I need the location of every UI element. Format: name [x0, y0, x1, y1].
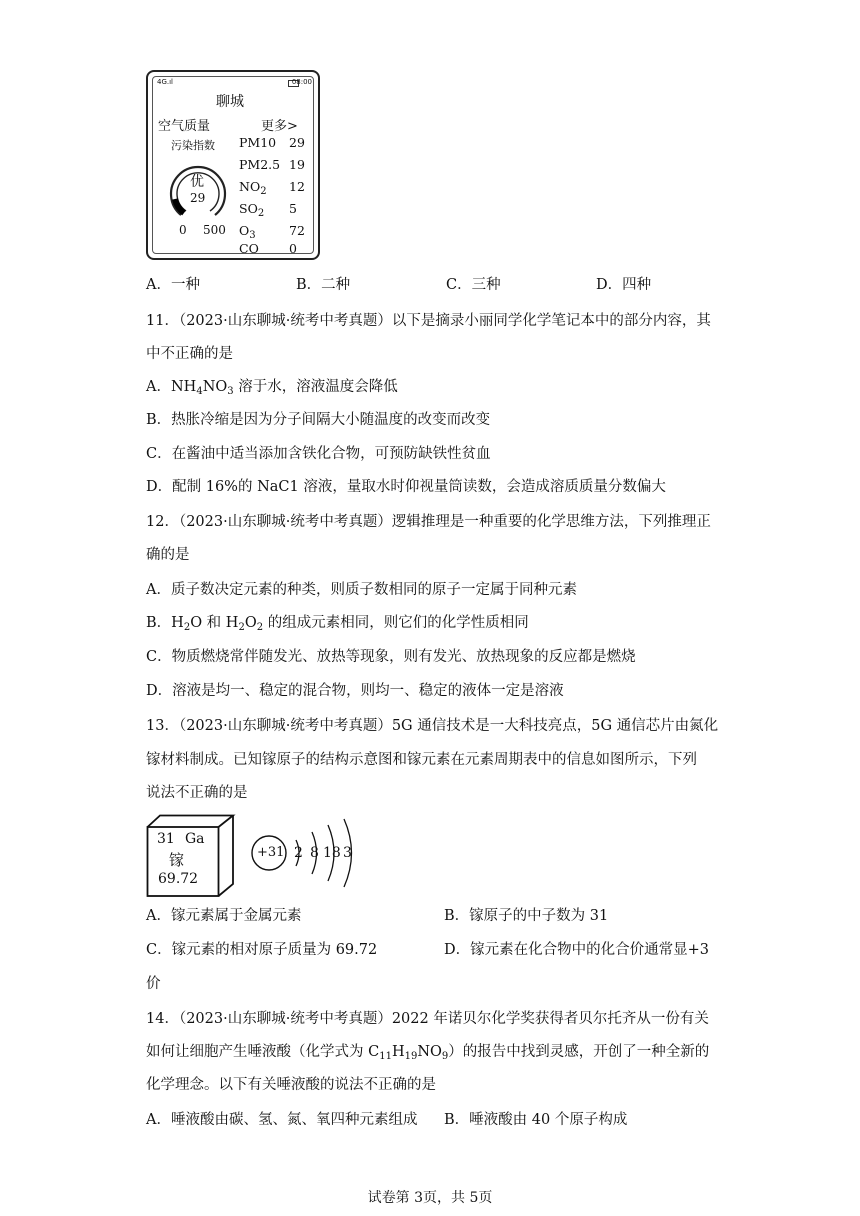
q12-stem-line2: 确的是 [146, 547, 190, 563]
q11-option-d: D．配制 16%的 NaC1 溶液，量取水时仰视量筒读数，会造成溶质质量分数偏大 [146, 479, 666, 495]
shell-electrons: 18 [323, 845, 341, 861]
q13-stem-line2: 镓材料制成。已知镓原子的结构示意图和镓元素在元素周期表中的信息如图所示，下列 [146, 752, 697, 768]
atomic-mass: 69.72 [158, 871, 199, 887]
pollutant-name: CO [239, 241, 259, 256]
q10-option-a: A．一种 [146, 277, 200, 293]
q13-option-c: C．镓元素的相对原子质量为 69.72 [146, 942, 378, 958]
nucleus-charge: +31 [257, 845, 285, 860]
q13-stem-line3: 说法不正确的是 [146, 785, 248, 801]
q13-stem-line1: 13．（2023·山东聊城·统考中考真题）5G 通信技术是一大科技亮点，5G 通信芯片由氮化 [146, 718, 719, 734]
scale-max: 500 [203, 223, 226, 237]
pollutant-name: $NO_2$ [239, 179, 267, 197]
q12-stem-line1: 12．（2023·山东聊城·统考中考真题）逻辑推理是一种重要的化学思维方法，下列推理正 [146, 514, 711, 530]
shell-electrons: 2 [294, 845, 303, 861]
shell-electrons: 8 [310, 845, 319, 861]
q11-option-b: B．热胀冷缩是因为分子间隔大小随温度的改变而改变 [146, 412, 491, 428]
q10-option-c: C．三种 [446, 277, 501, 293]
pollutant-name: PM2.5 [239, 157, 281, 172]
element-symbol: Ga [185, 831, 205, 847]
q13-option-d: D．镓元素在化合物中的化合价通常显+3 [444, 942, 709, 958]
more-link: 更多> [261, 119, 298, 134]
shell-electrons: 3 [343, 845, 352, 861]
pollutant-value: 12 [289, 179, 305, 194]
q12-option-a: A．质子数决定元素的种类，则质子数相同的原子一定属于同种元素 [146, 582, 577, 598]
pollutant-name: $O_3$ [239, 223, 256, 241]
q11-option-c: C．在酱油中适当添加含铁化合物，可预防缺铁性贫血 [146, 446, 491, 462]
q11-option-a: A．$NH_4NO_3$ 溶于水，溶液温度会降低 [146, 379, 398, 397]
clock-time: 08:00 [291, 78, 312, 86]
q12-option-b: B．$H_2O$ 和 $H_2O_2$ 的组成元素相同，则它们的化学性质相同 [146, 615, 529, 633]
pollutant-value: 19 [289, 157, 305, 172]
q12-option-c: C．物质燃烧常伴随发光、放热等现象，则有发光、放热现象的反应都是燃烧 [146, 649, 636, 665]
pollutant-value: 5 [289, 201, 297, 216]
grade-label: 优 [190, 174, 204, 190]
pollutant-value: 0 [289, 241, 297, 256]
q12-option-d: D．溶液是均一、稳定的混合物，则均一、稳定的液体一定是溶液 [146, 683, 564, 699]
q14-option-b: B．唾液酸由 40 个原子构成 [444, 1112, 628, 1128]
phone-screen [152, 76, 314, 254]
q14-stem-line3: 化学理念。以下有关唾液酸的说法不正确的是 [146, 1077, 436, 1093]
atomic-number: 31 [157, 831, 175, 847]
pollutant-name: PM10 [239, 135, 277, 150]
index-value: 29 [190, 191, 206, 205]
pollutant-name: $SO_2$ [239, 201, 265, 219]
q11-stem-line2: 中不正确的是 [146, 346, 233, 362]
q11-stem-line1: 11．（2023·山东聊城·统考中考真题）以下是摘录小丽同学化学笔记本中的部分内容，其 [146, 313, 711, 329]
pollutant-value: 29 [289, 135, 305, 150]
scale-min: 0 [179, 223, 187, 237]
pollutant-value: 72 [289, 223, 305, 238]
q10-option-b: B．二种 [296, 277, 351, 293]
q13-option-d-continuation: 价 [146, 976, 161, 992]
air-quality-phone-figure [146, 70, 320, 260]
page-footer: 试卷第 3页，共 5页 [367, 1190, 493, 1206]
signal-status: 4G.ıl [157, 78, 173, 86]
air-quality-label: 空气质量 [158, 119, 211, 134]
pollution-index-label: 污染指数 [171, 139, 215, 152]
q10-option-d: D．四种 [596, 277, 652, 293]
q14-option-a: A．唾液酸由碳、氢、氮、氧四种元素组成 [146, 1112, 418, 1128]
element-name: 镓 [169, 851, 185, 869]
q14-stem-line1: 14．（2023·山东聊城·统考中考真题）2022 年诺贝尔化学奖获得者贝尔托齐从一份有关 [146, 1011, 709, 1027]
q13-option-b: B．镓原子的中子数为 31 [444, 908, 609, 924]
q14-stem-line2: 如何让细胞产生唾液酸（化学式为 $C_{11}H_{19}NO_9$）的报告中找到灵感，开创了一种全新的 [146, 1044, 710, 1062]
city-name: 聊城 [216, 94, 244, 110]
q13-option-a: A．镓元素属于金属元素 [146, 908, 302, 924]
